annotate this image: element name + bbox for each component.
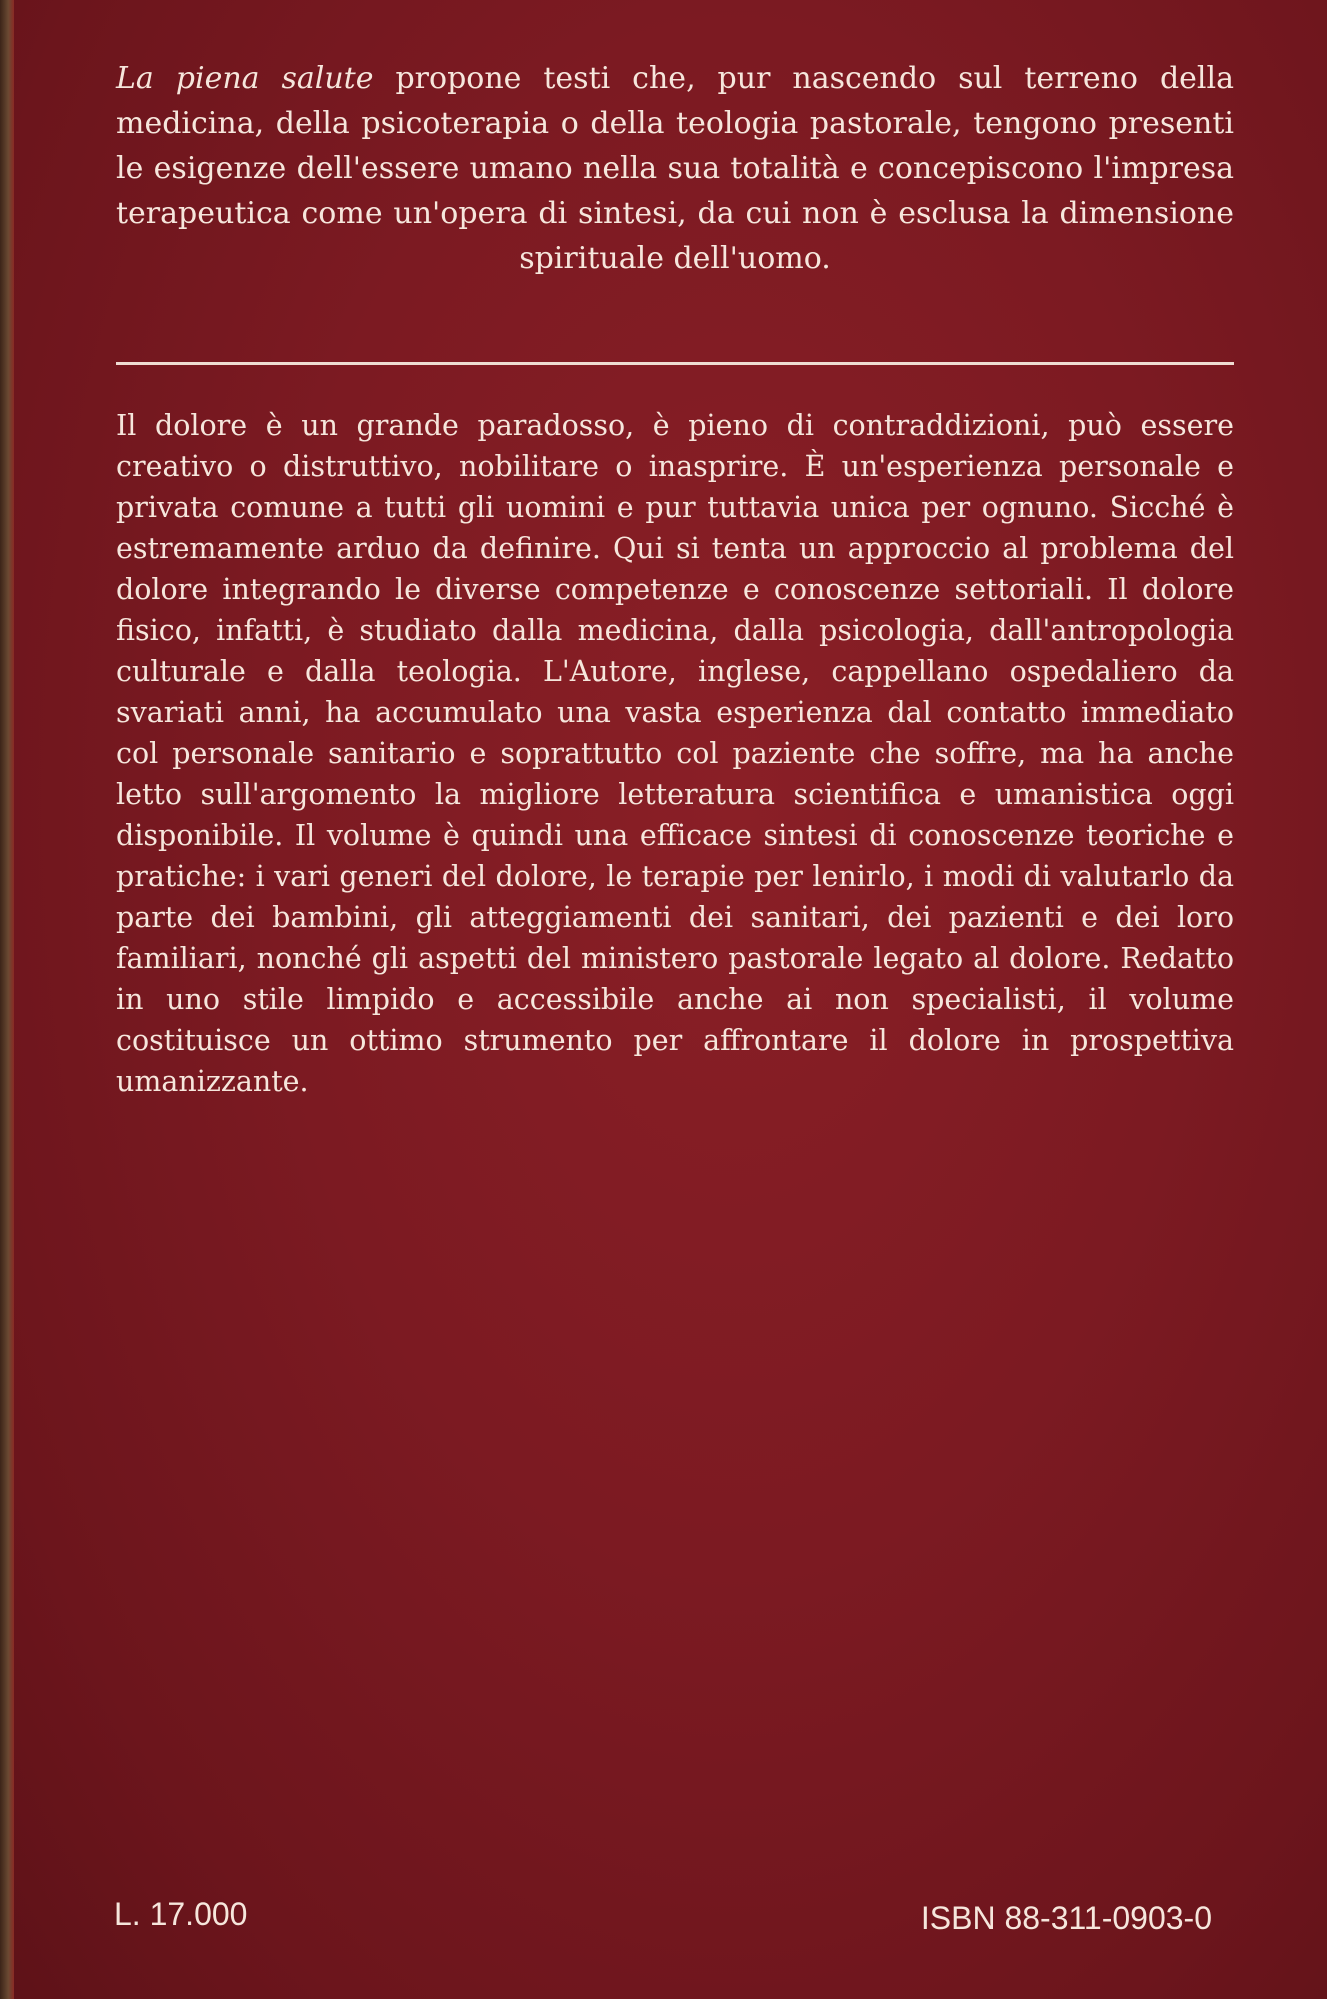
series-blurb: [116, 56, 1234, 281]
series-blurb-text: propone testi che, pur nascendo sul terreno della medicina, della psicoterapia o della teologia pastorale, tengono presenti le esigenze dell'essere umano nella sua totalità e concepiscono l'impresa terapeutica come un'opera di sintesi, da cui non è esclusa la dimensione spirituale dell'uomo.: [116, 61, 1234, 276]
series-title: La piena salute: [116, 61, 374, 96]
book-back-cover: [14, 0, 1327, 1999]
book-description: Il dolore è un grande paradosso, è pieno di contraddizioni, può essere creativo o distruttivo, nobilitare o inasprire. È un'esperienza personale e privata comune a tutti gli uomini e pur tuttavia unica per ognuno. Sicché è estremamente arduo da definire. Qui si tenta un approccio al problema del dolore integrando le diverse competenze e conoscenze settoriali. Il dolore fisico, infatti, è studiato dalla medicina, dalla psicologia, dall'antropologia culturale e dalla teologia. L'Autore, inglese, cappellano ospedaliero da svariati anni, ha accumulato una vasta esperienza dal contatto immediato col personale sanitario e soprattutto col paziente che soffre, ma ha anche letto sull'argomento la migliore letteratura scientifica e umanistica oggi disponibile. Il volume è quindi una efficace sintesi di conoscenze teoriche e pratiche: i vari generi del dolore, le terapie per lenirlo, i modi di valutarlo da parte dei bambini, gli atteggiamenti dei sanitari, dei pazienti e dei loro familiari, nonché gli aspetti del ministero pastorale legato al dolore. Redatto in uno stile limpido e accessibile anche ai non specialisti, il volume costituisce un ottimo strumento per affrontare il dolore in prospettiva umanizzante.: [116, 409, 1234, 1098]
divider-rule: [116, 362, 1234, 365]
price-label: L. 17.000: [114, 1896, 248, 1932]
book-spine-edge: [0, 0, 14, 1999]
isbn-label: ISBN 88-311-0903-0: [920, 1900, 1212, 1936]
